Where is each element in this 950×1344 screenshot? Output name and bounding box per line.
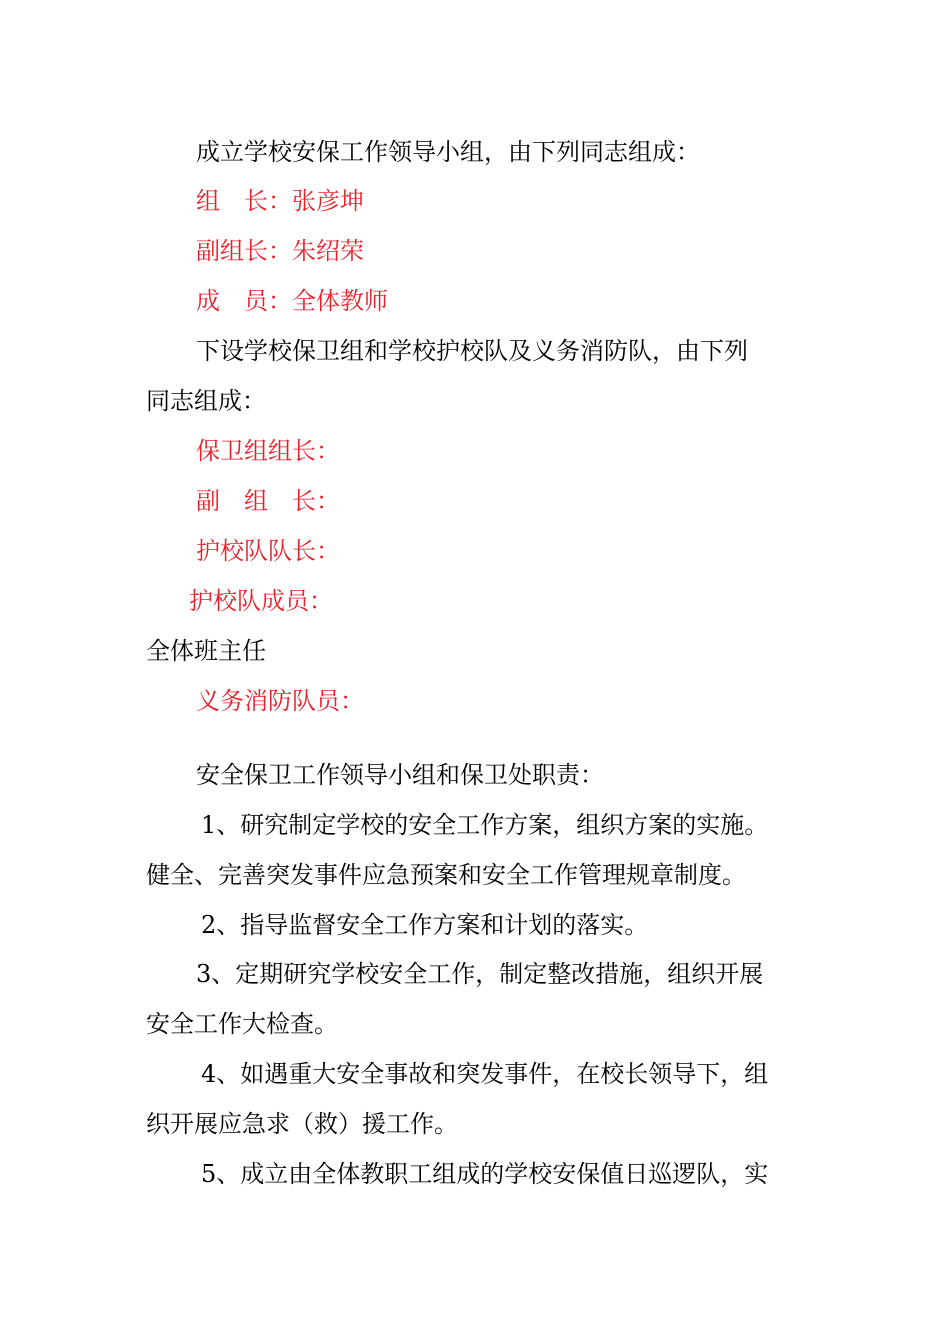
guard-deputy-label: 副 组 长： xyxy=(196,487,340,515)
members-text: 成 员：全体教师 xyxy=(196,287,388,315)
deputy-leader-text: 副组长：朱绍荣 xyxy=(196,237,364,265)
patrol-members-label: 护校队成员： xyxy=(189,587,333,615)
fire-members-label: 义务消防队员： xyxy=(196,687,364,715)
duty-1-line2: 健全、完善突发事件应急预案和安全工作管理规章制度。 xyxy=(146,861,746,889)
duty-3-line1: 3、定期研究学校安全工作，制定整改措施，组织开展 xyxy=(196,960,764,988)
duty-2-line1: 2、指导监督安全工作方案和计划的落实。 xyxy=(201,911,649,939)
patrol-leader-label: 护校队队长： xyxy=(196,537,340,565)
subgroup-text-line2: 同志组成： xyxy=(146,387,266,415)
duty-4-line2: 织开展应急求（救）援工作。 xyxy=(146,1110,458,1138)
intro-text: 成立学校安保工作领导小组，由下列同志组成： xyxy=(196,138,700,166)
subgroup-text-line1: 下设学校保卫组和学校护校队及义务消防队，由下列 xyxy=(196,337,748,365)
duty-5-line1: 5、成立由全体教职工组成的学校安保值日巡逻队，实 xyxy=(201,1160,769,1188)
duty-4-line1: 4、如遇重大安全事故和突发事件，在校长领导下，组 xyxy=(201,1060,769,1088)
guard-leader-label: 保卫组组长： xyxy=(196,437,340,465)
patrol-members-value: 全体班主任 xyxy=(146,637,266,665)
duty-1-line1: 1、研究制定学校的安全工作方案，组织方案的实施。 xyxy=(201,811,769,839)
leader-text: 组 长：张彦坤 xyxy=(196,187,364,215)
duty-3-line2: 安全工作大检查。 xyxy=(146,1010,338,1038)
duties-heading: 安全保卫工作领导小组和保卫处职责： xyxy=(196,761,604,789)
